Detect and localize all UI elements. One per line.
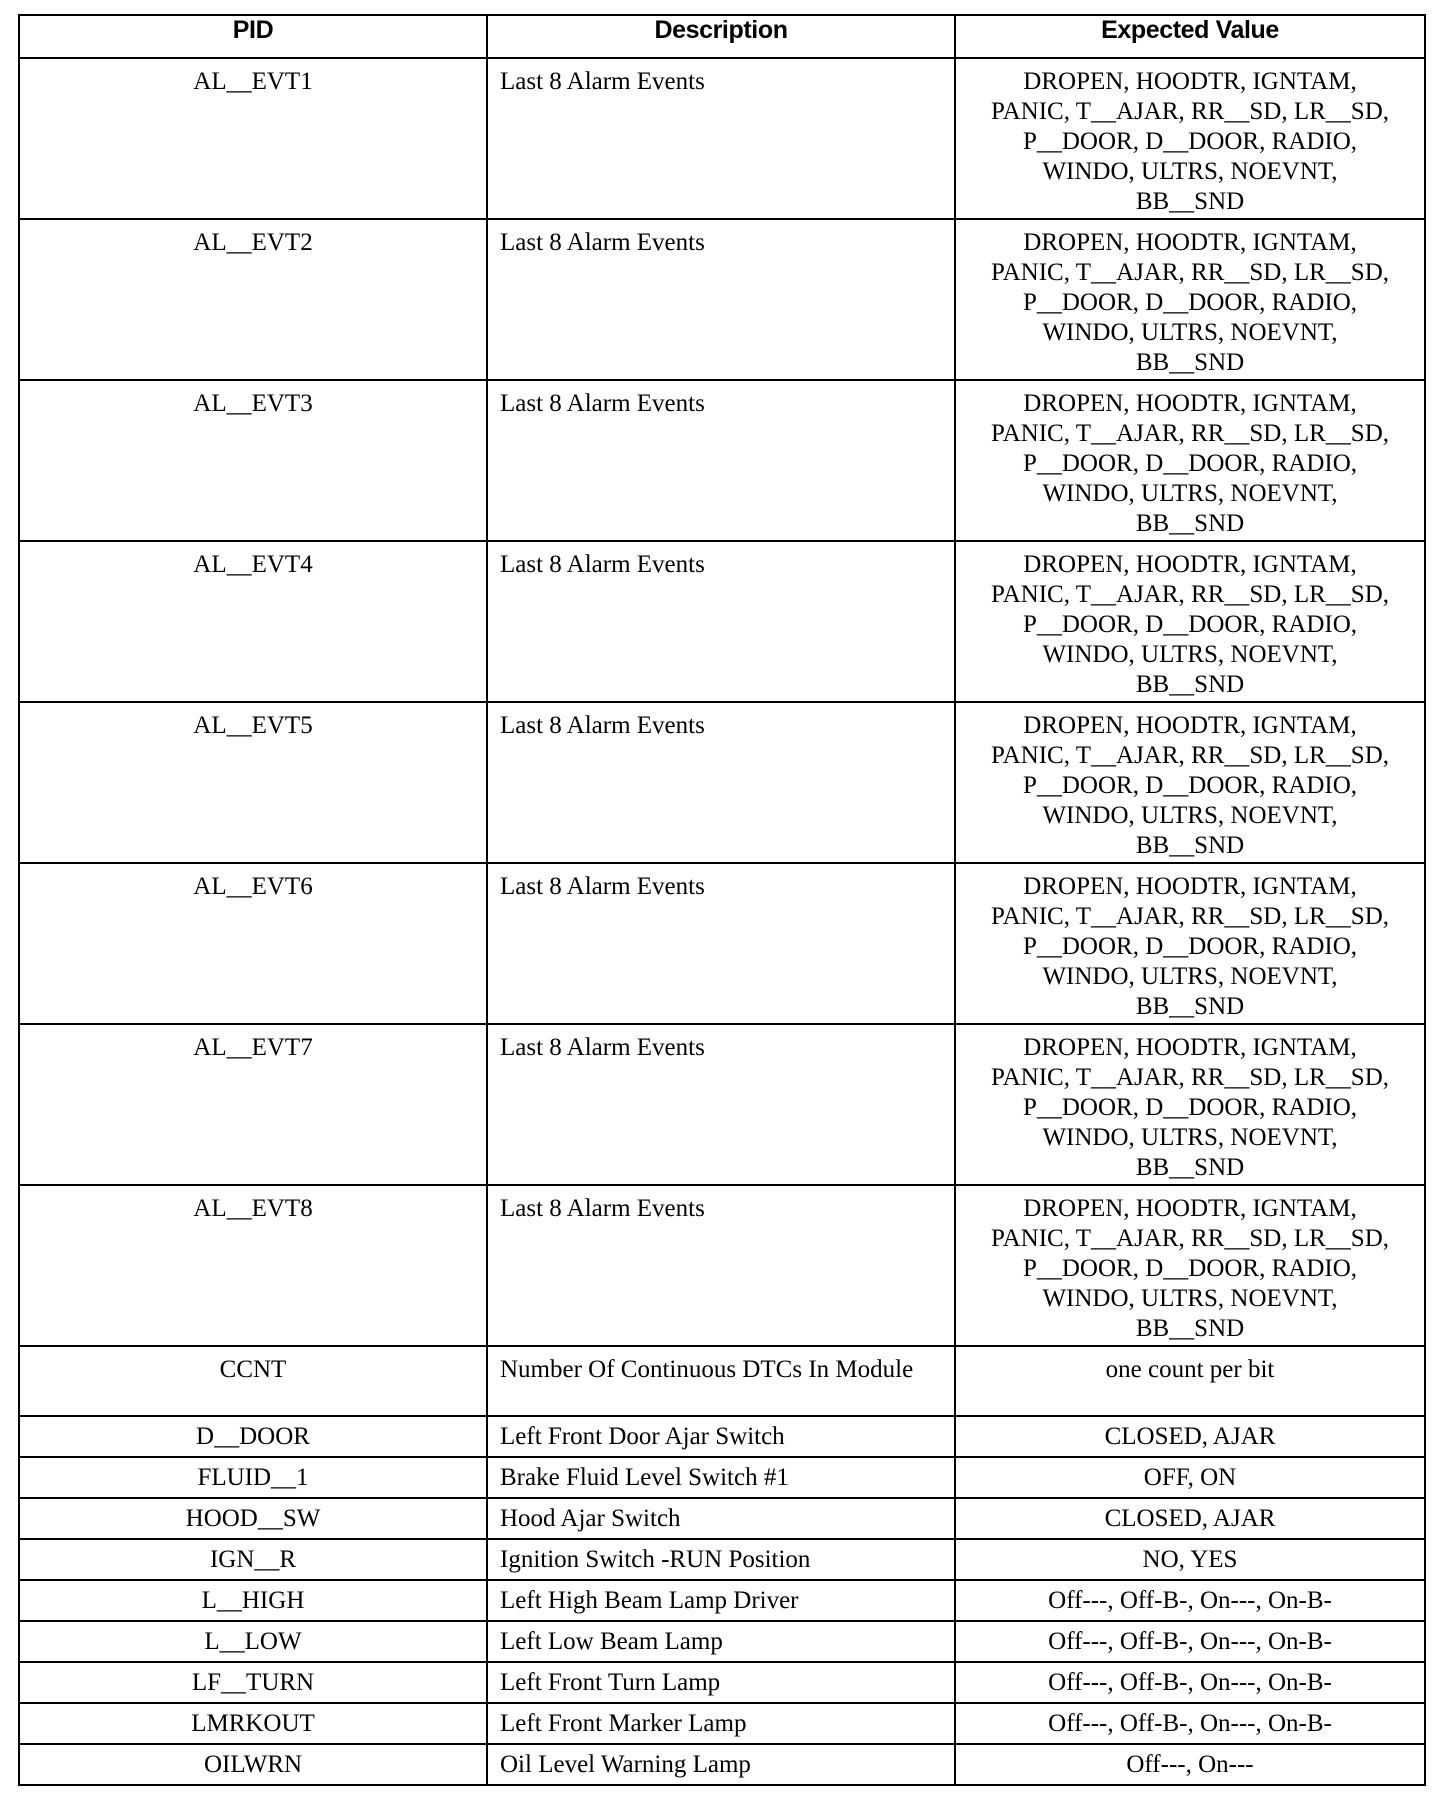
expected-value-line: DROPEN, HOODTR, IGNTAM, (1023, 1195, 1357, 1222)
table-row (19, 1621, 1425, 1662)
table-row (19, 1539, 1425, 1580)
expected-value-cell: Off---, Off-B-, On---, On-B- (955, 1703, 1425, 1744)
expected-value-line: BB__SND (1135, 832, 1245, 859)
expected-value-line: P__DOOR, D__DOOR, RADIO, (1022, 933, 1358, 960)
pid-cell: AL__EVT4 (19, 541, 487, 702)
expected-value-cell (955, 541, 1425, 702)
pid-cell: FLUID__1 (19, 1457, 487, 1498)
table-row (19, 541, 1425, 702)
expected-value-line: BB__SND (1135, 1154, 1245, 1181)
document-page (18, 14, 1424, 1786)
pid-cell: AL__EVT5 (19, 702, 487, 863)
expected-value-cell: Off---, On--- (955, 1744, 1425, 1785)
description-cell: Number Of Continuous DTCs In Module (487, 1346, 955, 1416)
description-cell: Left Front Door Ajar Switch (487, 1416, 955, 1457)
pid-cell: L__LOW (19, 1621, 487, 1662)
pid-cell: AL__EVT1 (19, 58, 487, 219)
description-cell: Last 8 Alarm Events (487, 219, 955, 380)
expected-value-line: WINDO, ULTRS, NOEVNT, (1042, 1285, 1338, 1312)
description-cell: Left Front Turn Lamp (487, 1662, 955, 1703)
table-row (19, 1662, 1425, 1703)
pid-cell: IGN__R (19, 1539, 487, 1580)
expected-value-line: P__DOOR, D__DOOR, RADIO, (1022, 450, 1358, 477)
table-row (19, 1457, 1425, 1498)
pid-cell: OILWRN (19, 1744, 487, 1785)
expected-value-line: BB__SND (1135, 993, 1245, 1020)
expected-value-line: WINDO, ULTRS, NOEVNT, (1042, 963, 1338, 990)
table-row (19, 1703, 1425, 1744)
expected-value-line: PANIC, T__AJAR, RR__SD, LR__SD, (990, 1064, 1389, 1091)
pid-cell: HOOD__SW (19, 1498, 487, 1539)
expected-value-cell (955, 863, 1425, 1024)
expected-value-line: P__DOOR, D__DOOR, RADIO, (1022, 1255, 1358, 1282)
expected-value-line: PANIC, T__AJAR, RR__SD, LR__SD, (990, 1225, 1389, 1252)
table-row (19, 1185, 1425, 1346)
table-row (19, 1580, 1425, 1621)
expected-value-line: PANIC, T__AJAR, RR__SD, LR__SD, (990, 98, 1389, 125)
expected-value-cell (955, 1185, 1425, 1346)
expected-value-line: WINDO, ULTRS, NOEVNT, (1042, 802, 1338, 829)
expected-value-cell (955, 1024, 1425, 1185)
expected-value-cell (955, 219, 1425, 380)
description-cell: Brake Fluid Level Switch #1 (487, 1457, 955, 1498)
description-cell: Last 8 Alarm Events (487, 380, 955, 541)
expected-value-line: PANIC, T__AJAR, RR__SD, LR__SD, (990, 742, 1389, 769)
expected-value-cell: CLOSED, AJAR (955, 1416, 1425, 1457)
description-cell: Hood Ajar Switch (487, 1498, 955, 1539)
table-row (19, 219, 1425, 380)
pid-table (18, 14, 1426, 1786)
expected-value-line: PANIC, T__AJAR, RR__SD, LR__SD, (990, 259, 1389, 286)
table-row (19, 380, 1425, 541)
expected-value-line: DROPEN, HOODTR, IGNTAM, (1023, 1034, 1357, 1061)
pid-cell: D__DOOR (19, 1416, 487, 1457)
expected-value-cell (955, 380, 1425, 541)
description-cell: Last 8 Alarm Events (487, 702, 955, 863)
header-description: Description (487, 15, 955, 58)
expected-value-line: BB__SND (1135, 188, 1245, 215)
pid-cell: AL__EVT6 (19, 863, 487, 1024)
expected-value-line: WINDO, ULTRS, NOEVNT, (1042, 480, 1338, 507)
expected-value-line: DROPEN, HOODTR, IGNTAM, (1023, 68, 1357, 95)
expected-value-line: WINDO, ULTRS, NOEVNT, (1042, 158, 1338, 185)
expected-value-cell: OFF, ON (955, 1457, 1425, 1498)
expected-value-line: P__DOOR, D__DOOR, RADIO, (1022, 1094, 1358, 1121)
header-expected-value: Expected Value (955, 15, 1425, 58)
description-cell: Last 8 Alarm Events (487, 541, 955, 702)
expected-value-line: BB__SND (1135, 671, 1245, 698)
expected-value-line: P__DOOR, D__DOOR, RADIO, (1022, 772, 1358, 799)
expected-value-line: PANIC, T__AJAR, RR__SD, LR__SD, (990, 581, 1389, 608)
expected-value-cell: NO, YES (955, 1539, 1425, 1580)
expected-value-line: P__DOOR, D__DOOR, RADIO, (1022, 289, 1358, 316)
pid-cell: AL__EVT7 (19, 1024, 487, 1185)
expected-value-line: P__DOOR, D__DOOR, RADIO, (1022, 611, 1358, 638)
expected-value-line: DROPEN, HOODTR, IGNTAM, (1023, 873, 1357, 900)
expected-value-cell: one count per bit (955, 1346, 1425, 1416)
table-row (19, 1346, 1425, 1416)
expected-value-line: BB__SND (1135, 510, 1245, 537)
expected-value-line: PANIC, T__AJAR, RR__SD, LR__SD, (990, 420, 1389, 447)
expected-value-line: P__DOOR, D__DOOR, RADIO, (1022, 128, 1358, 155)
expected-value-line: WINDO, ULTRS, NOEVNT, (1042, 1124, 1338, 1151)
expected-value-line: WINDO, ULTRS, NOEVNT, (1042, 319, 1338, 346)
description-cell: Left High Beam Lamp Driver (487, 1580, 955, 1621)
expected-value-line: BB__SND (1135, 349, 1245, 376)
expected-value-line: DROPEN, HOODTR, IGNTAM, (1023, 712, 1357, 739)
table-row (19, 1416, 1425, 1457)
expected-value-line: DROPEN, HOODTR, IGNTAM, (1023, 390, 1357, 417)
expected-value-line: BB__SND (1135, 1315, 1245, 1342)
expected-value-line: PANIC, T__AJAR, RR__SD, LR__SD, (990, 903, 1389, 930)
table-row (19, 863, 1425, 1024)
description-cell: Ignition Switch -RUN Position (487, 1539, 955, 1580)
description-cell: Left Low Beam Lamp (487, 1621, 955, 1662)
pid-cell: CCNT (19, 1346, 487, 1416)
table-row (19, 1498, 1425, 1539)
expected-value-cell (955, 702, 1425, 863)
expected-value-line: WINDO, ULTRS, NOEVNT, (1042, 641, 1338, 668)
description-cell: Last 8 Alarm Events (487, 863, 955, 1024)
description-cell: Last 8 Alarm Events (487, 58, 955, 219)
description-cell: Last 8 Alarm Events (487, 1185, 955, 1346)
table-row (19, 58, 1425, 219)
expected-value-line: DROPEN, HOODTR, IGNTAM, (1023, 229, 1357, 256)
expected-value-cell (955, 58, 1425, 219)
header-pid: PID (19, 15, 487, 58)
description-cell: Oil Level Warning Lamp (487, 1744, 955, 1785)
expected-value-cell: Off---, Off-B-, On---, On-B- (955, 1621, 1425, 1662)
pid-cell: AL__EVT3 (19, 380, 487, 541)
table-header-row (19, 15, 1425, 58)
expected-value-cell: Off---, Off-B-, On---, On-B- (955, 1662, 1425, 1703)
description-cell: Left Front Marker Lamp (487, 1703, 955, 1744)
table-row (19, 1024, 1425, 1185)
expected-value-line: DROPEN, HOODTR, IGNTAM, (1023, 551, 1357, 578)
pid-cell: LMRKOUT (19, 1703, 487, 1744)
pid-cell: AL__EVT2 (19, 219, 487, 380)
expected-value-cell: CLOSED, AJAR (955, 1498, 1425, 1539)
pid-cell: L__HIGH (19, 1580, 487, 1621)
pid-cell: LF__TURN (19, 1662, 487, 1703)
expected-value-cell: Off---, Off-B-, On---, On-B- (955, 1580, 1425, 1621)
table-row (19, 702, 1425, 863)
description-cell: Last 8 Alarm Events (487, 1024, 955, 1185)
table-row (19, 1744, 1425, 1785)
pid-cell: AL__EVT8 (19, 1185, 487, 1346)
